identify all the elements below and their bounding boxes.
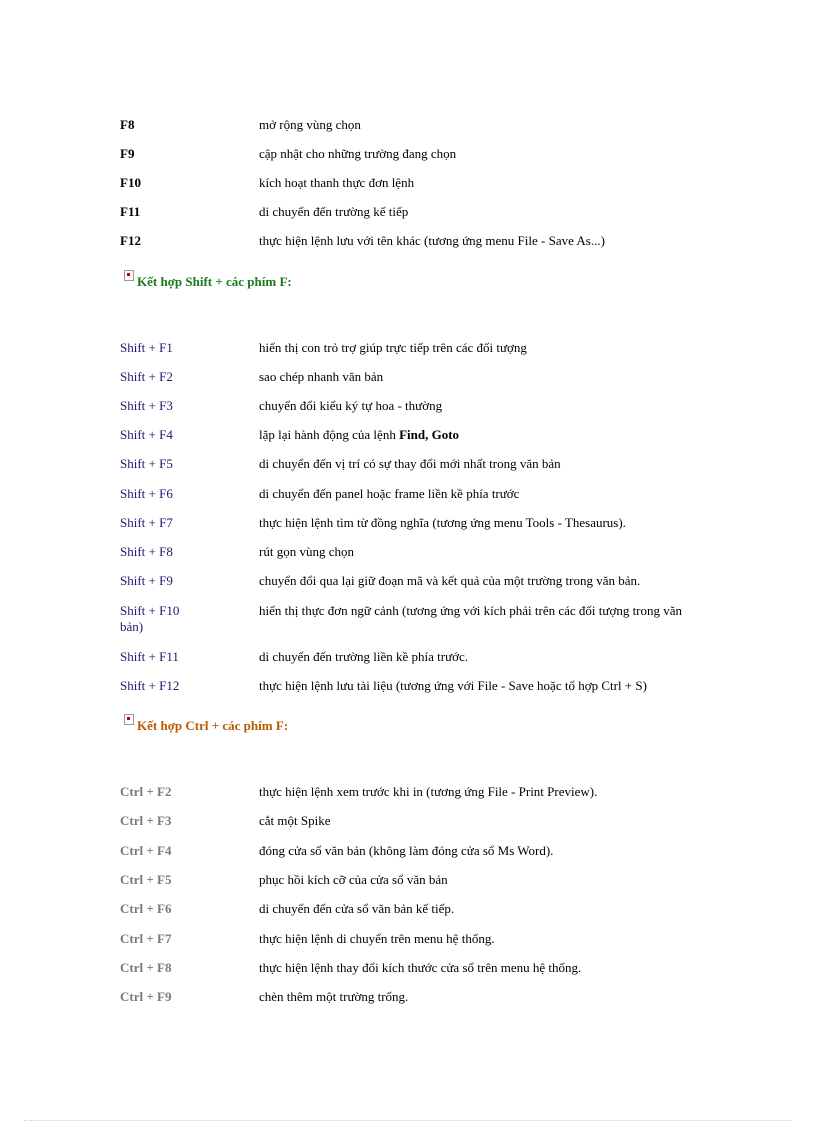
shortcut-key: Shift + F2 (120, 369, 173, 384)
shortcut-desc: thực hiện lệnh thay đổi kích thước cửa sổ trên menu hệ thống. (259, 960, 582, 975)
shortcut-key: F9 (120, 146, 135, 161)
section-heading-text: Kết hợp Shift + các phím F: (137, 274, 292, 289)
shortcut-desc: phục hồi kích cỡ của cửa sổ văn bản (259, 872, 448, 887)
shortcut-key: Ctrl + F8 (120, 960, 172, 975)
shortcut-desc: sao chép nhanh văn bản (259, 369, 384, 384)
shortcut-desc (259, 427, 719, 443)
shortcut-desc: thực hiện lệnh tìm từ đồng nghĩa (tương ứng menu Tools - Thesaurus). (259, 515, 626, 530)
shortcut-key: Shift + F10 (120, 603, 180, 618)
shortcut-key: Shift + F7 (120, 515, 173, 530)
page-footer-divider (24, 1120, 792, 1121)
shortcut-key: F8 (120, 117, 135, 132)
shortcut-key: Shift + F5 (120, 456, 173, 471)
shortcut-desc: kích hoạt thanh thực đơn lệnh (259, 175, 415, 190)
shortcut-key: Ctrl + F2 (120, 784, 172, 799)
shortcut-desc: di chuyển đến trường kế tiếp (259, 204, 409, 219)
shortcut-desc: chèn thêm một trường trống. (259, 989, 409, 1004)
shortcut-key: F11 (120, 204, 141, 219)
shortcut-key: Shift + F4 (120, 427, 173, 442)
shortcut-key: Ctrl + F7 (120, 931, 172, 946)
shortcut-desc: chuyển đổi qua lại giữ đoạn mã và kết quả của một trường trong văn bản. (259, 573, 641, 588)
shortcut-key: Shift + F11 (120, 649, 179, 664)
shortcut-key: Ctrl + F3 (120, 813, 172, 828)
shortcut-desc: di chuyển đến cửa sổ văn bản kế tiếp. (259, 901, 455, 916)
shortcut-desc: cắt một Spike (259, 813, 331, 828)
broken-image-icon (124, 270, 134, 281)
shortcut-key: Ctrl + F5 (120, 872, 172, 887)
shortcut-desc-bold: Find, Goto (399, 427, 460, 442)
shortcut-key: Shift + F8 (120, 544, 173, 559)
shortcut-desc: mở rộng vùng chọn (259, 117, 361, 132)
shortcut-key: Shift + F1 (120, 340, 173, 355)
shortcut-desc: di chuyển đến trường liền kề phía trước. (259, 649, 469, 664)
shortcut-desc-text: lặp lại hành động của lệnh (259, 427, 400, 442)
shortcut-key: F12 (120, 233, 141, 248)
shortcut-desc: di chuyển đến vị trí có sự thay đổi mới nhất trong văn bản (259, 456, 561, 471)
shortcut-desc: di chuyển đến panel hoặc frame liền kề phía trước (259, 486, 520, 501)
shortcut-desc: thực hiện lệnh lưu tài liệu (tương ứng với File - Save hoặc tổ hợp Ctrl + S) (259, 678, 647, 693)
shortcut-desc: đóng cửa sổ văn bản (không làm đóng cửa sổ Ms Word). (259, 843, 554, 858)
shortcut-desc-continuation: bản) (120, 619, 144, 634)
shortcut-key: Shift + F12 (120, 678, 180, 693)
shortcut-key: Ctrl + F9 (120, 989, 172, 1004)
shortcut-key: Ctrl + F4 (120, 843, 172, 858)
shortcut-desc: rút gọn vùng chọn (259, 544, 354, 559)
shortcut-key: F10 (120, 175, 141, 190)
section-heading-shift (124, 274, 292, 290)
section-heading-text: Kết hợp Ctrl + các phím F: (137, 718, 289, 733)
shortcut-desc: thực hiện lệnh lưu với tên khác (tương ứng menu File - Save As...) (259, 233, 605, 248)
shortcut-desc: chuyển đổi kiểu ký tự hoa - thường (259, 398, 443, 413)
section-heading-ctrl (124, 718, 288, 734)
shortcut-key: Shift + F6 (120, 486, 173, 501)
shortcut-key: Shift + F3 (120, 398, 173, 413)
shortcut-key: Shift + F9 (120, 573, 173, 588)
shortcut-desc: cập nhật cho những trường đang chọn (259, 146, 457, 161)
shortcut-desc: thực hiện lệnh xem trước khi in (tương ứng File - Print Preview). (259, 784, 598, 799)
shortcut-desc: hiển thị con trỏ trợ giúp trực tiếp trên các đối tượng (259, 340, 527, 355)
shortcut-desc: hiển thị thực đơn ngữ cảnh (tương ứng với kích phải trên các đối tượng trong văn (259, 603, 683, 618)
broken-image-icon (124, 714, 134, 725)
shortcut-key: Ctrl + F6 (120, 901, 172, 916)
shortcut-desc: thực hiện lệnh di chuyển trên menu hệ thống. (259, 931, 495, 946)
